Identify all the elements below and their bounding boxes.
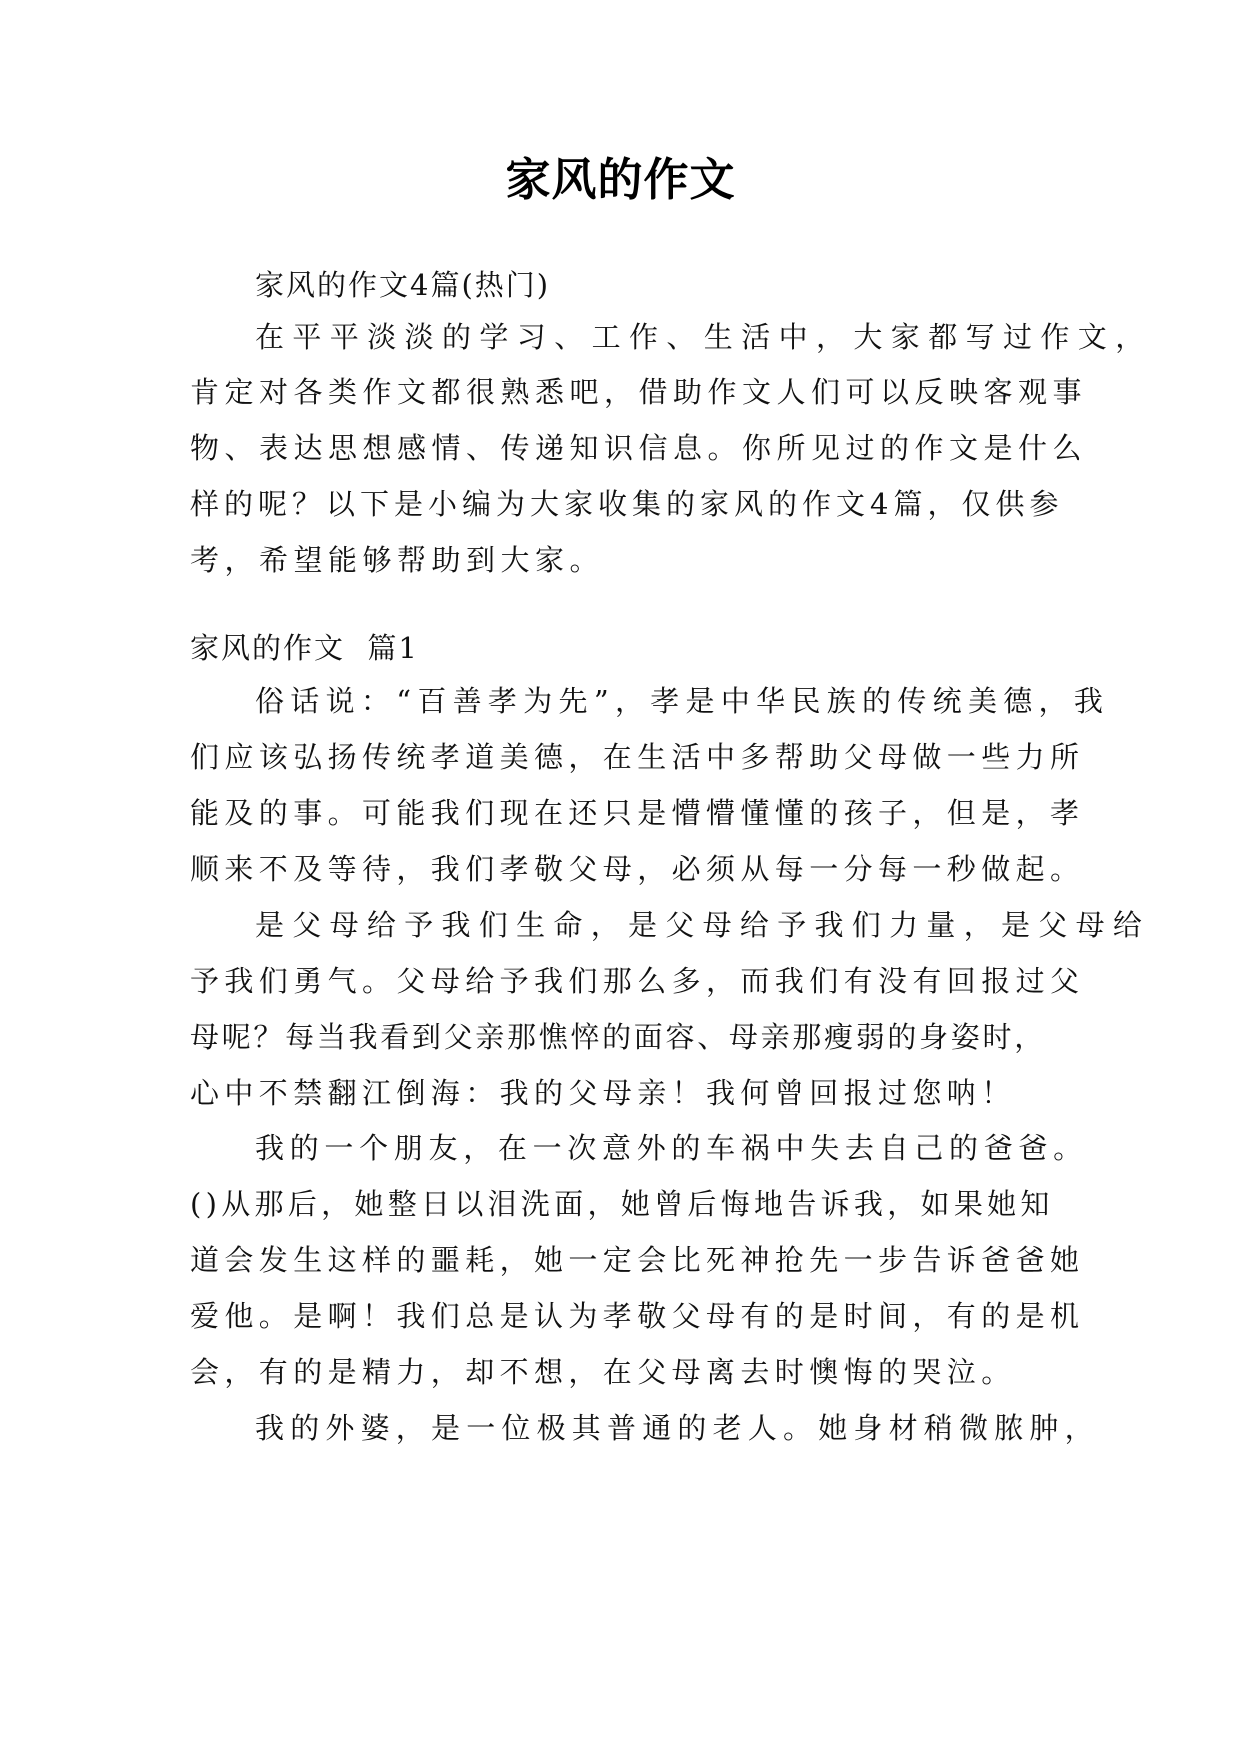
body-line-9: 我的一个朋友，在一次意外的车祸中失去自己的爸爸。 <box>255 1131 1088 1165</box>
body-line-2: 们应该弘扬传统孝道美德，在生活中多帮助父母做一些力所 <box>190 740 1085 774</box>
body-line-11: 道会发生这样的噩耗，她一定会比死神抢先一步告诉爸爸她 <box>190 1243 1085 1277</box>
intro-line-1: 在平平淡淡的学习、工作、生活中，大家都写过作文， <box>255 320 1153 354</box>
body-line-1: 俗话说：“百善孝为先”，孝是中华民族的传统美德，我 <box>255 684 1110 718</box>
body-line-13: 会，有的是精力，却不想，在父母离去时懊悔的哭泣。 <box>190 1355 1016 1389</box>
section-heading: 家风的作文 篇1 <box>190 631 419 665</box>
document-subtitle: 家风的作文4篇(热门) <box>255 268 551 302</box>
intro-line-3: 物、表达思想感情、传递知识信息。你所见过的作文是什么 <box>190 431 1088 465</box>
intro-line-4: 样的呢？以下是小编为大家收集的家风的作文4篇，仅供参 <box>190 487 1064 521</box>
body-line-8: 心中不禁翻江倒海：我的父母亲！我何曾回报过您呐！ <box>190 1076 1016 1110</box>
body-line-7: 母呢？每当我看到父亲那憔悴的面容、母亲那瘦弱的身姿时， <box>190 1020 1046 1054</box>
body-line-5: 是父母给予我们生命，是父母给予我们力量，是父母给 <box>255 908 1151 942</box>
body-line-3: 能及的事。可能我们现在还只是懵懵懂懂的孩子，但是，孝 <box>190 796 1085 830</box>
intro-line-2: 肯定对各类作文都很熟悉吧，借助作文人们可以反映客观事 <box>190 375 1088 409</box>
body-line-6: 予我们勇气。父母给予我们那么多，而我们有没有回报过父 <box>190 964 1085 998</box>
body-line-10: ()从那后，她整日以泪洗面，她曾后悔地告诉我，如果她知 <box>190 1187 1054 1221</box>
intro-line-5: 考，希望能够帮助到大家。 <box>190 543 605 577</box>
body-line-14: 我的外婆，是一位极其普通的老人。她身材稍微脓肿， <box>255 1411 1100 1445</box>
document-title: 家风的作文 <box>505 153 736 206</box>
body-line-12: 爱他。是啊！我们总是认为孝敬父母有的是时间，有的是机 <box>190 1299 1085 1333</box>
body-line-4: 顺来不及等待，我们孝敬父母，必须从每一分每一秒做起。 <box>190 852 1085 886</box>
